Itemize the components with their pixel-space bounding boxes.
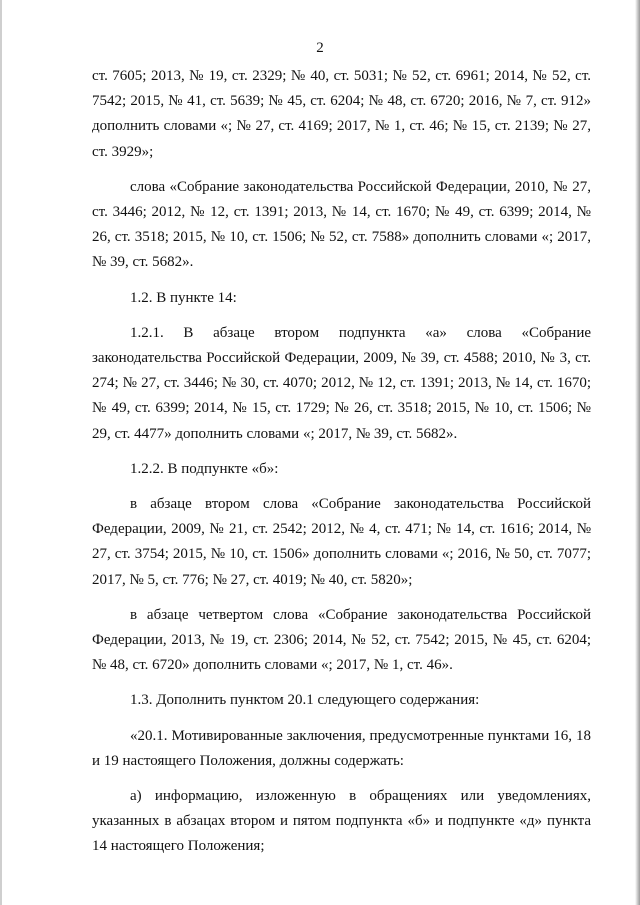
paragraph-1-2-1: 1.2.1. В абзаце втором подпункта «а» слова «Собрание законодательства Российской Федерации, 2009, № 39, ст. 4588; 2010, № 3, ст. 274; № 27, ст. 3446; № 30, ст. 4070; 2012, № 12, ст. 1391; 2013, № 14, ст. 1670; № 49, ст. 6399; 2014, № 15, ст. 1729; № 26, ст. 3518; 2015, № 10, ст. 1506; № 29, ст. 4477» дополнить словами «; 2017, № 39, ст. 5682». bbox=[92, 324, 591, 442]
paragraph-abzac-chetvertom: в абзаце четвертом слова «Собрание законодательства Российской Федерации, 2013, № 19, ст. 2306; 2014, № 52, ст. 7542; 2015, № 45, ст. 6204; № 48, ст. 6720» дополнить словами «; 2017, № 1, ст. 46». bbox=[92, 606, 591, 674]
paragraph-abzac-vtorom: в абзаце втором слова «Собрание законодательства Российской Федерации, 2009, № 21, ст. 2542; 2012, № 4, ст. 471; № 14, ст. 1616; 2014, № 27, ст. 3754; 2015, № 10, ст. 1506» дополнить словами «; 2016, № 50, ст. 7077; 2017, № 5, ст. 776; № 27, ст. 4019; № 40, ст. 5820»; bbox=[92, 496, 591, 588]
page-number: 2 bbox=[316, 40, 324, 56]
paragraph-words-sobranie-2010: слова «Собрание законодательства Российской Федерации, 2010, № 27, ст. 3446; 2012, № 12, ст. 1391; 2013, № 14, ст. 1670; № 49, ст. 6399; 2014, № 26, ст. 3518; 2015, № 10, ст. 1506; № 52, ст. 7588» дополнить словами «; 2017, № 39, ст. 5682». bbox=[92, 178, 591, 271]
paragraph-20-1: «20.1. Мотивированные заключения, предусмотренные пунктами 16, 18 и 19 настоящего Положения, должны содержать: bbox=[92, 727, 591, 769]
paragraph-1-2-heading: 1.2. В пункте 14: bbox=[130, 289, 237, 306]
paragraph-1-3-heading: 1.3. Дополнить пунктом 20.1 следующего содержания: bbox=[130, 692, 480, 709]
paragraph-1-2-2-heading: 1.2.2. В подпункте «б»: bbox=[130, 460, 279, 477]
page-left-edge bbox=[0, 0, 2, 905]
paragraph-continuation-citations: ст. 7605; 2013, № 19, ст. 2329; № 40, ст. 5031; № 52, ст. 6961; 2014, № 52, ст. 7542; 2015, № 41, ст. 5639; № 45, ст. 6204; № 48, ст. 6720; 2016, № 7, ст. 912» дополнить словами «; № 27, ст. 4169; 2017, № 1, ст. 46; № 15, ст. 2139; № 27, ст. 3929»; bbox=[92, 68, 591, 160]
page-right-edge-shadow bbox=[635, 0, 640, 905]
document-body bbox=[92, 64, 591, 860]
paragraph-item-a: а) информацию, изложенную в обращениях или уведомлениях, указанных в абзацах втором и пятом подпункта «б» и подпункте «д» пункта 14 настоящего Положения; bbox=[92, 788, 591, 855]
